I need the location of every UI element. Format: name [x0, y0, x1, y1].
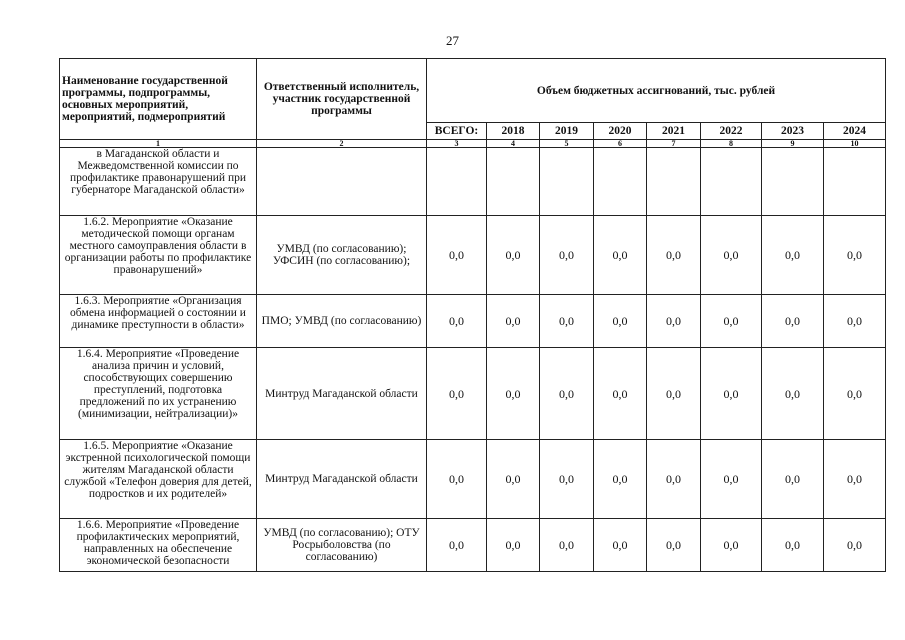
budget-value: 0,0 [647, 216, 701, 295]
header-year: 2020 [594, 123, 647, 140]
header-year: ВСЕГО: [427, 123, 487, 140]
activity-name: 1.6.3. Мероприятие «Организация обмена информацией о состоянии и динамике преступности в области» [60, 295, 257, 348]
budget-value: 0,0 [647, 519, 701, 572]
column-number: 1 [60, 140, 257, 148]
header-year: 2021 [647, 123, 701, 140]
budget-value: 0,0 [487, 295, 540, 348]
header-year: 2019 [540, 123, 594, 140]
budget-value: 0,0 [427, 216, 487, 295]
table-row [60, 440, 886, 519]
budget-value [594, 148, 647, 216]
budget-value: 0,0 [487, 348, 540, 440]
header-responsible: Ответственный исполнитель, участник государственной программы [257, 59, 427, 140]
budget-value: 0,0 [594, 440, 647, 519]
budget-value: 0,0 [762, 216, 824, 295]
activity-name: 1.6.6. Мероприятие «Проведение профилактических мероприятий, направленных на обеспечение экономической безопасности [60, 519, 257, 572]
budget-value: 0,0 [540, 295, 594, 348]
budget-value: 0,0 [427, 519, 487, 572]
table-row [60, 216, 886, 295]
activity-name: 1.6.5. Мероприятие «Оказание экстренной психологической помощи жителям Магаданской области службой «Телефон доверия для детей, подростков и их родителей» [60, 440, 257, 519]
header-year: 2022 [701, 123, 762, 140]
budget-value [487, 148, 540, 216]
budget-value: 0,0 [427, 295, 487, 348]
budget-value: 0,0 [487, 216, 540, 295]
budget-value: 0,0 [540, 216, 594, 295]
column-number: 4 [487, 140, 540, 148]
responsible-party: УМВД (по согласованию); УФСИН (по согласованию); [257, 216, 427, 295]
activity-name: 1.6.4. Мероприятие «Проведение анализа причин и условий, способствующих совершению преступлений, подготовка предложений по их устранению (минимизации, нейтрализации)» [60, 348, 257, 440]
column-number: 9 [762, 140, 824, 148]
responsible-party: УМВД (по согласованию); ОТУ Росрыболовства (по согласованию) [257, 519, 427, 572]
budget-value: 0,0 [427, 440, 487, 519]
page-number: 27 [446, 33, 459, 48]
budget-value: 0,0 [701, 519, 762, 572]
responsible-party: ПМО; УМВД (по согласованию) [257, 295, 427, 348]
table-row [60, 348, 886, 440]
responsible-party: Минтруд Магаданской области [257, 440, 427, 519]
column-number: 3 [427, 140, 487, 148]
budget-value: 0,0 [824, 348, 886, 440]
budget-value [427, 148, 487, 216]
budget-value: 0,0 [824, 216, 886, 295]
budget-value: 0,0 [824, 440, 886, 519]
column-number: 2 [257, 140, 427, 148]
budget-value: 0,0 [824, 295, 886, 348]
budget-value: 0,0 [701, 216, 762, 295]
budget-value: 0,0 [701, 440, 762, 519]
budget-value: 0,0 [594, 348, 647, 440]
budget-value: 0,0 [824, 519, 886, 572]
table-row [60, 519, 886, 572]
header-volume: Объем бюджетных ассигнований, тыс. рублей [427, 59, 886, 123]
column-number: 10 [824, 140, 886, 148]
activity-name: в Магаданской области и Межведомственной комиссии по профилактике правонарушений при губернаторе Магаданской области» [60, 148, 257, 216]
budget-value: 0,0 [594, 519, 647, 572]
table-row [60, 295, 886, 348]
budget-value: 0,0 [647, 440, 701, 519]
budget-value: 0,0 [594, 216, 647, 295]
budget-value: 0,0 [647, 295, 701, 348]
budget-value: 0,0 [647, 348, 701, 440]
budget-value: 0,0 [540, 348, 594, 440]
budget-value: 0,0 [427, 348, 487, 440]
column-number: 8 [701, 140, 762, 148]
budget-value [540, 148, 594, 216]
budget-value: 0,0 [762, 440, 824, 519]
budget-value: 0,0 [762, 348, 824, 440]
column-number: 7 [647, 140, 701, 148]
responsible-party: Минтруд Магаданской области [257, 348, 427, 440]
header-year: 2024 [824, 123, 886, 140]
budget-value: 0,0 [701, 295, 762, 348]
budget-value [701, 148, 762, 216]
table-row [60, 148, 886, 216]
budget-value: 0,0 [594, 295, 647, 348]
budget-value: 0,0 [487, 440, 540, 519]
header-year: 2023 [762, 123, 824, 140]
budget-value: 0,0 [487, 519, 540, 572]
budget-value: 0,0 [701, 348, 762, 440]
budget-value: 0,0 [540, 440, 594, 519]
budget-value: 0,0 [762, 519, 824, 572]
budget-value: 0,0 [762, 295, 824, 348]
activity-name: 1.6.2. Мероприятие «Оказание методической помощи органам местного самоуправления области в организации работы по профилактике правонарушений» [60, 216, 257, 295]
header-year: 2018 [487, 123, 540, 140]
budget-value: 0,0 [540, 519, 594, 572]
budget-value [647, 148, 701, 216]
column-number: 6 [594, 140, 647, 148]
budget-value [824, 148, 886, 216]
budget-value [762, 148, 824, 216]
header-name: Наименование государственной программы, подпрограммы, основных мероприятий, мероприятий, подмероприятий [60, 59, 257, 140]
budget-table [59, 58, 886, 572]
responsible-party [257, 148, 427, 216]
column-number: 5 [540, 140, 594, 148]
